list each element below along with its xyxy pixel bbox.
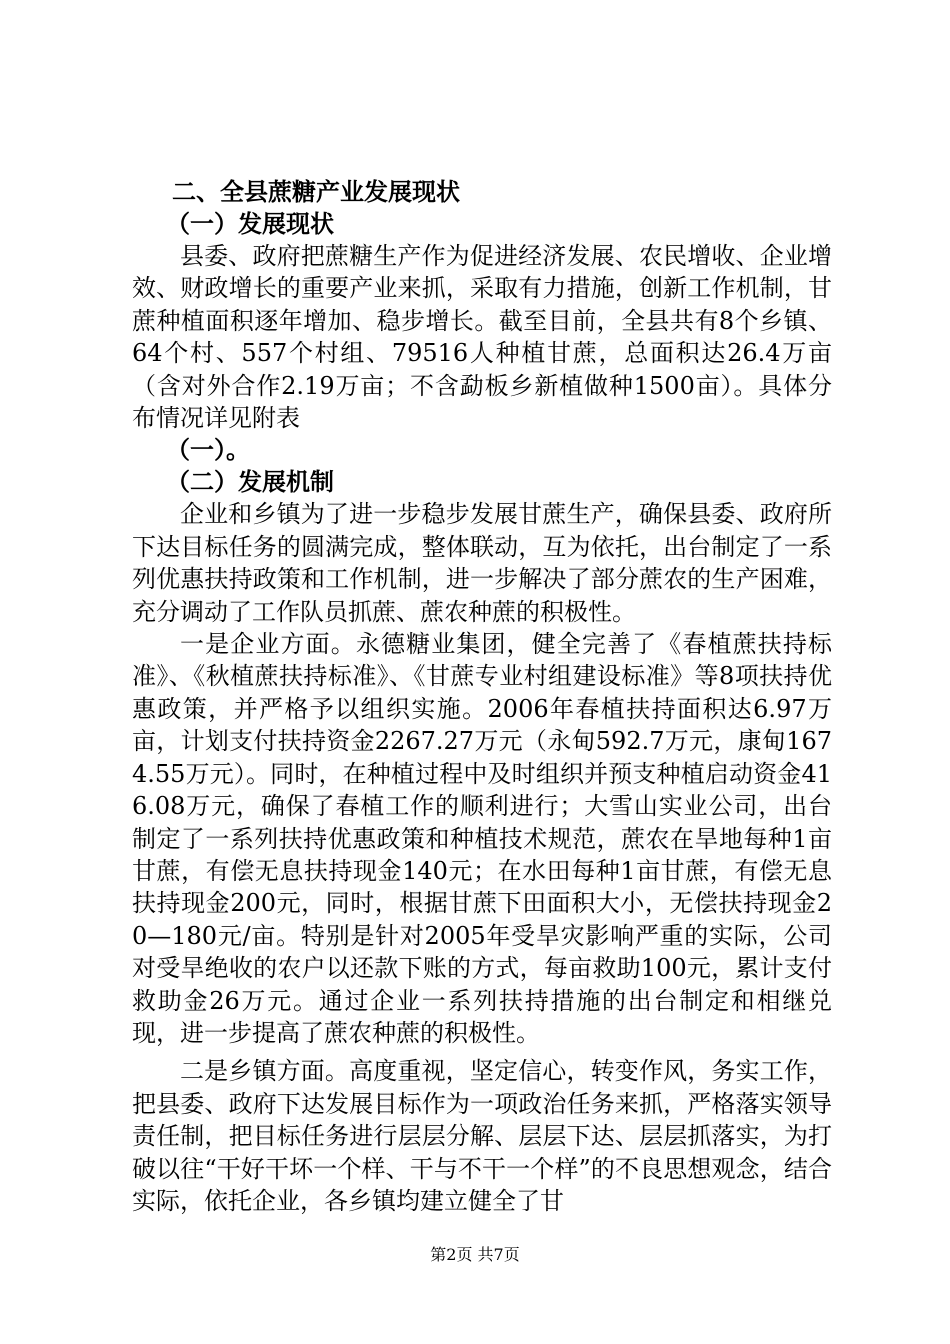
section-title: 二、全县蔗糖产业发展现状 (172, 177, 460, 206)
paragraph-enterprise: 一是企业方面。永德糖业集团，健全完善了《春植蔗扶持标准》、《秋植蔗扶持标准》、《甘蔗专业村组建设标准》等8项扶持优惠政策，并严格予以组织实施。2006年春植扶持面积达6.97万亩，计划支付扶持资金2267.27万元（永甸592.7万元，康甸1674.55万元）。同时，在种植过程中及时组织并预支种植启动资金416.08万元，确保了春植工作的顺利进行；大雪山实业公司，出台制定了一系列扶持优惠政策和种植技术规范，蔗农在旱地每种1亩甘蔗，有偿无息扶持现金140元；在水田每种1亩甘蔗，有偿无息扶持现金200元，同时，根据甘蔗下田面积大小，无偿扶持现金20—180元/亩。特别是针对2005年受旱灾影响严重的实际，公司对受旱绝收的农户以还款下账的方式，每亩救助100元，累计支付救助金26万元。通过企业一系列扶持措施的出台制定和相继兑现，进一步提高了蔗农种蔗的积极性。 (132, 630, 832, 1047)
document-body (132, 176, 832, 1217)
subsection-title-2: （二）发展机制 (166, 467, 334, 497)
subsection-title-1: （一）发展现状 (166, 209, 334, 238)
paragraph-township: 二是乡镇方面。高度重视，坚定信心，转变作风，务实工作，把县委、政府下达发展目标作为一项政治任务来抓，严格落实领导责任制，把目标任务进行层层分解、层层下达、层层抓落实，为打破以往“干好干坏一个样、干与不干一个样”的不良思想观念，结合实际，依托企业，各乡镇均建立健全了甘 (132, 1057, 832, 1215)
paragraph-tail: （一）。 (166, 435, 250, 465)
paragraph-development-status: 县委、政府把蔗糖生产作为促进经济发展、农民增收、企业增效、财政增长的重要产业来抓，采取有力措施，创新工作机制，甘蔗种植面积逐年增加、稳步增长。截至目前，全县共有8个乡镇、64个村、557个村组、79516人种植甘蔗，总面积达26.4万亩（含对外合作2.19万亩；不含勐板乡新植做种1500亩）。具体分布情况详见附表 (132, 242, 832, 433)
page-number-footer: 第2页 共7页 (430, 1245, 520, 1264)
paragraph-mechanism: 企业和乡镇为了进一步稳步发展甘蔗生产，确保县委、政府所下达目标任务的圆满完成，整体联动，互为依托，出台制定了一系列优惠扶持政策和工作机制，进一步解决了部分蔗农的生产困难，充分调动了工作队员抓蔗、蔗农种蔗的积极性。 (132, 500, 832, 626)
